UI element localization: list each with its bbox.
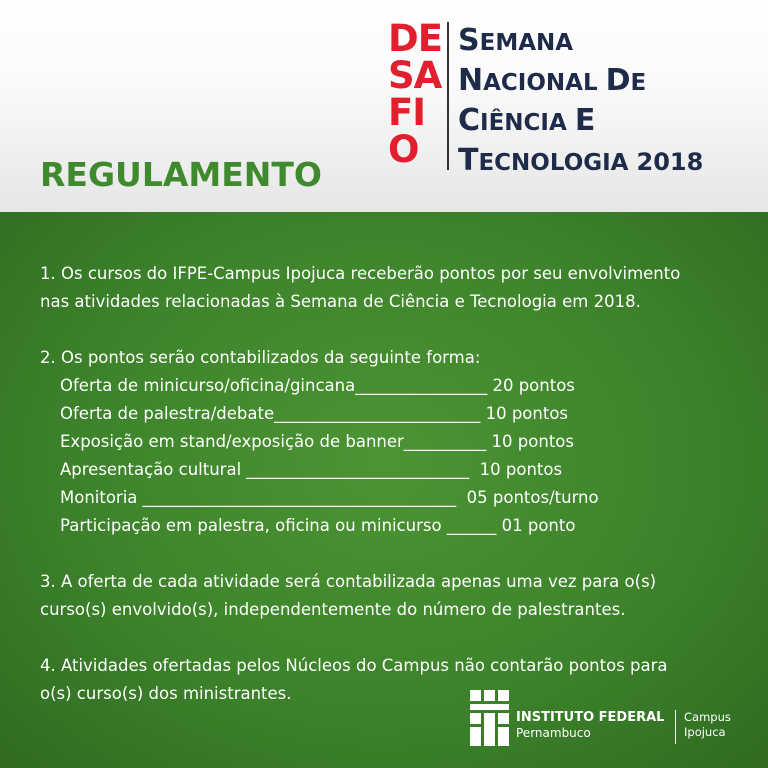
page-title: REGULAMENTO — [40, 155, 322, 194]
scoring-item: Participação em palestra, oficina ou minicurso ______ 01 ponto — [60, 516, 576, 535]
institute-name: INSTITUTO FEDERAL — [516, 710, 665, 725]
desafio-line: FI — [388, 91, 426, 134]
event-title — [458, 22, 758, 182]
event-title-line: SEMANA — [458, 23, 574, 58]
event-title-line: CIÊNCIA E — [458, 103, 596, 138]
rule-1 — [40, 260, 740, 316]
if-logo-icon — [470, 690, 510, 746]
desafio-line: DE — [388, 17, 442, 60]
scoring-item: Monitoria ______________________________________ 05 pontos/turno — [60, 488, 599, 507]
institution-logo — [470, 690, 730, 750]
campus-name — [684, 710, 744, 740]
rule-text: curso(s) envolvido(s), independentemente do número de palestrantes. — [40, 600, 626, 619]
campus-line: Ipojuca — [684, 725, 726, 739]
header-divider — [447, 22, 449, 170]
institute-state: Pernambuco — [516, 726, 591, 740]
rule-3 — [40, 568, 740, 624]
rule-text: 2. Os pontos serão contabilizados da seguinte forma: — [40, 348, 481, 367]
campus-line: Campus — [684, 710, 731, 724]
event-title-line: NACIONAL DE — [458, 63, 647, 98]
rule-text: nas atividades relacionadas à Semana de Ciência e Tecnologia em 2018. — [40, 292, 641, 311]
scoring-item: Oferta de palestra/debate_________________________ 10 pontos — [60, 404, 569, 423]
rule-2 — [40, 344, 740, 540]
scoring-item: Oferta de minicurso/oficina/gincana________________ 20 pontos — [60, 376, 575, 395]
scoring-item: Apresentação cultural ___________________________ 10 pontos — [60, 460, 563, 479]
rule-text: 3. A oferta de cada atividade será contabilizada apenas uma vez para o(s) — [40, 572, 657, 591]
rule-text: 4. Atividades ofertadas pelos Núcleos do Campus não contarão pontos para — [40, 656, 668, 675]
rules-body — [40, 260, 740, 736]
desafio-line: SA — [388, 54, 442, 97]
logo-divider — [675, 710, 676, 744]
event-title-line: TECNOLOGIA 2018 — [458, 143, 704, 178]
desafio-logo — [388, 17, 448, 171]
rule-text: 1. Os cursos do IFPE-Campus Ipojuca receberão pontos por seu envolvimento — [40, 264, 681, 283]
scoring-item: Exposição em stand/exposição de banner__________ 10 pontos — [60, 432, 574, 451]
rule-text: o(s) curso(s) dos ministrantes. — [40, 684, 292, 703]
desafio-line: O — [388, 128, 419, 171]
